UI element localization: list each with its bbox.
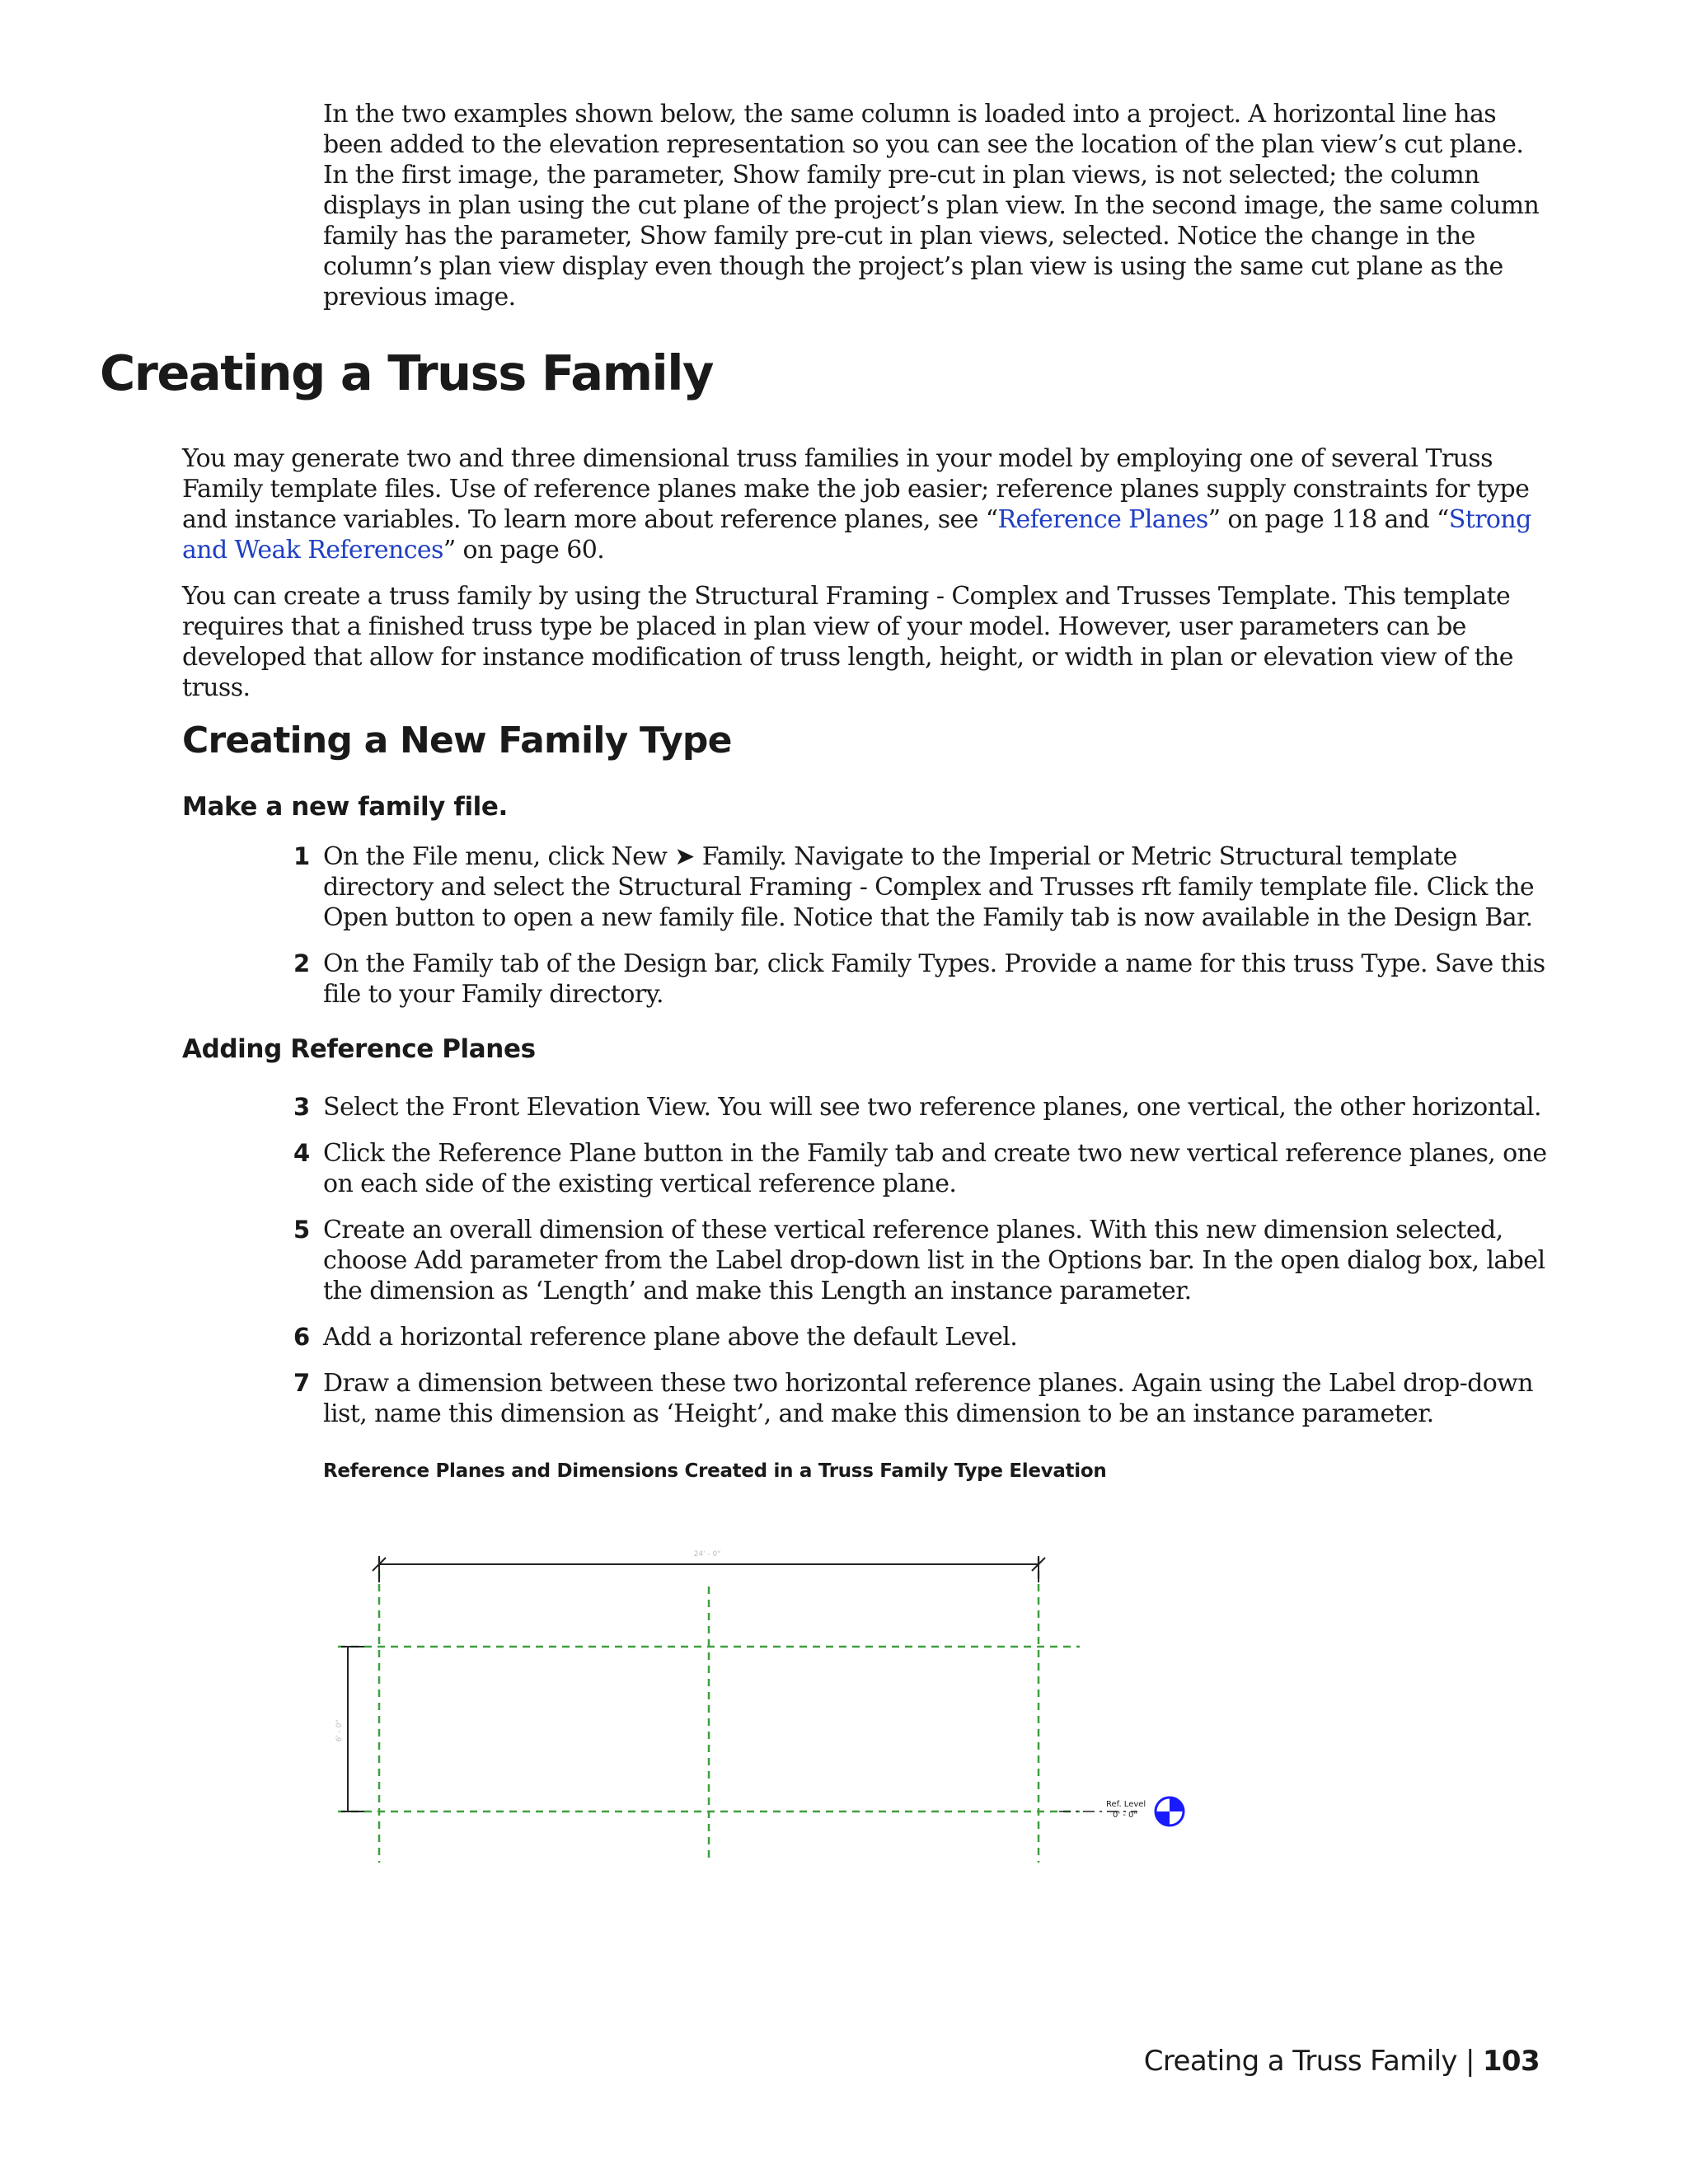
step-number: 2: [293, 949, 310, 977]
intro-truss-paragraph: [182, 443, 1554, 565]
heading-adding-reference-planes: Adding Reference Planes: [182, 1034, 536, 1064]
step-item: [293, 1092, 1555, 1122]
footer-title: Creating a Truss Family: [1143, 2045, 1457, 2078]
template-paragraph: You can create a truss family by using the Structural Framing - Complex and Trusses Template. This template requires that a finished truss type be placed in plan view of your model. However, user parameters can be developed that allow for instance modification of truss length, height, or width in plan or elevation view of the truss.: [182, 582, 1513, 702]
figure-caption: Reference Planes and Dimensions Created in a Truss Family Type Elevation: [323, 1460, 1107, 1482]
length-dimension: [373, 1550, 1045, 1582]
level-name: Ref. Level: [1106, 1800, 1146, 1809]
step-number: 3: [293, 1093, 310, 1121]
footer-separator: |: [1465, 2045, 1475, 2078]
step-text: Draw a dimension between these two horizontal reference planes. Again using the Label drop-down list, name this dimension as ‘Height’, and make this dimension to be an instance parameter.: [323, 1369, 1533, 1428]
height-dimension: [335, 1647, 364, 1811]
level-elevation: 0' - 0": [1112, 1811, 1138, 1820]
step-text: Create an overall dimension of these vertical reference planes. With this new dimension selected, choose Add parameter from the Label drop-down list in the Options bar. In the open dialog box, label the dimension as ‘Length’ and make this Length an instance parameter.: [323, 1216, 1545, 1305]
strong-weak-references-link[interactable]: Strong and Weak References: [182, 505, 1531, 565]
step-number: 6: [293, 1323, 310, 1351]
step-text: Click the Reference Plane button in the Family tab and create two new vertical reference planes, one on each side of the existing vertical reference plane.: [323, 1139, 1547, 1198]
step-text: On the File menu, click New ➤ Family. Navigate to the Imperial or Metric Structural template directory and select the Structural Framing - Complex and Trusses rft family template file. Click the Open button to open a new family file. Notice that the Family tab is now available in the Design Bar.: [323, 842, 1535, 932]
subsection-title: Creating a New Family Type: [182, 719, 732, 762]
para1-text-middle: ” on page 118 and “: [1207, 505, 1449, 534]
step-item: [293, 1368, 1555, 1429]
reference-planes-link[interactable]: Reference Planes: [997, 505, 1208, 534]
level-marker-icon[interactable]: [1156, 1797, 1184, 1825]
height-dimension-label: 6' - 0": [335, 1719, 344, 1742]
steps-list-b: [293, 1092, 1555, 1445]
steps-list-a: [293, 841, 1555, 1025]
step-text: On the Family tab of the Design bar, click Family Types. Provide a name for this truss Type. Save this file to your Family directory.: [323, 949, 1545, 1009]
length-dimension-label: 24' - 0": [693, 1550, 721, 1558]
step-item: [293, 1322, 1555, 1352]
heading-make-new-family-file: Make a new family file.: [182, 792, 508, 822]
step-number: 7: [293, 1369, 310, 1397]
step-item: [293, 949, 1555, 1010]
page-footer: [1144, 2045, 1540, 2078]
step-item: [293, 1215, 1555, 1306]
section-title: Creating a Truss Family: [100, 344, 713, 401]
para1-text-before: You may generate two and three dimensional truss families in your model by employing one of several Truss Family template files. Use of reference planes make the job easier; reference planes supply constraints for type and instance variables. To learn more about reference planes, see “: [182, 444, 1530, 534]
page-number: 103: [1482, 2045, 1540, 2078]
step-number: 4: [293, 1139, 310, 1167]
step-number: 5: [293, 1216, 310, 1244]
elevation-drawing: [313, 1525, 1203, 1879]
step-number: 1: [293, 842, 310, 870]
elevation-figure: [313, 1525, 1203, 1879]
step-item: [293, 841, 1555, 933]
para1-text-after: ” on page 60.: [443, 536, 605, 565]
step-text: Add a horizontal reference plane above the default Level.: [323, 1323, 1018, 1352]
step-text: Select the Front Elevation View. You will see two reference planes, one vertical, the other horizontal.: [323, 1093, 1541, 1122]
intro-paragraph: In the two examples shown below, the same column is loaded into a project. A horizontal line has been added to the elevation representation so you can see the location of the plan view’s cut plane. In the first image, the parameter, Show family pre-cut in plan views, is not selected; the column displays in plan using the cut plane of the project’s plan view. In the second image, the same column family has the parameter, Show family pre-cut in plan views, selected. Notice the change in the column’s plan view display even though the project’s plan view is using the same cut plane as the previous image.: [323, 100, 1540, 312]
step-item: [293, 1138, 1555, 1199]
